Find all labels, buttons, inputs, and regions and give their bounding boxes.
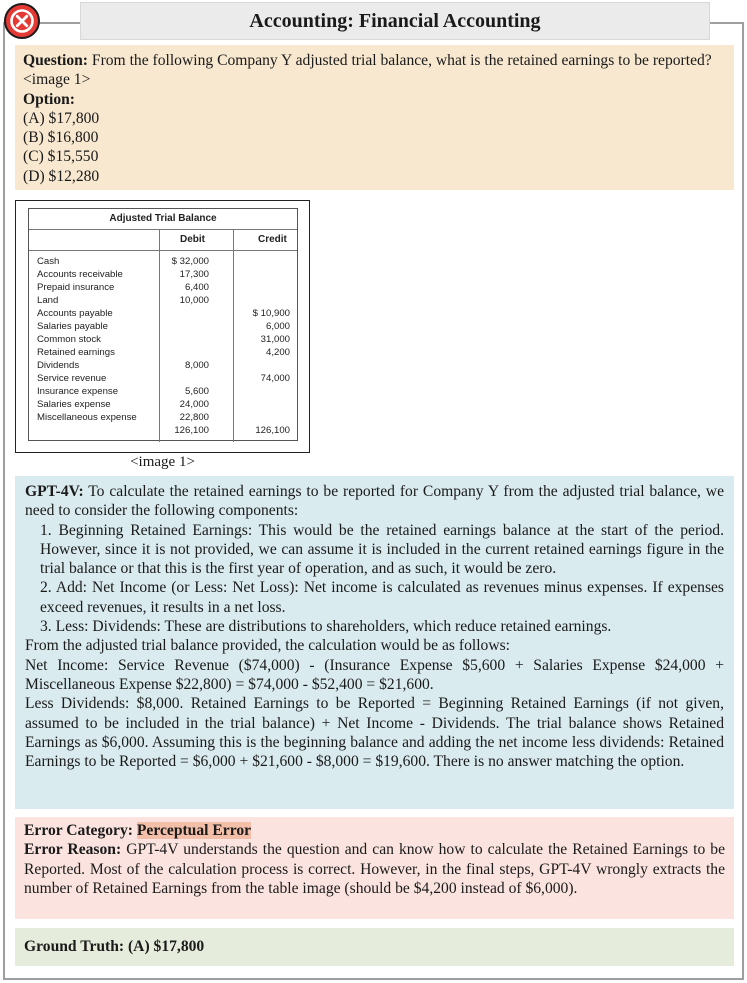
table-body <box>29 255 297 437</box>
option-c: (C) $15,550 <box>23 148 99 166</box>
table-row <box>29 424 297 437</box>
credit-cell: $ 10,900 <box>252 308 290 319</box>
option-b: (B) $16,800 <box>23 129 99 147</box>
gpt-paragraph: Less Dividends: $8,000. Retained Earnings to be Reported = Beginning Retained Earnings (if not given, assumed to be included in the trial balance) + Net Income - Dividends. The trial balance shows Retained Earnings as $6,000. Assuming this is the beginning balance and adding the net income less dividends: Retained Earnings to be Reported = $6,000 + $21,600 - $8,000 = $19,600. There is no answer matching the option. <box>25 695 724 771</box>
question-label: Question: <box>23 52 88 69</box>
option-d: (D) $12,280 <box>23 167 100 185</box>
option-a: (A) $17,800 <box>23 109 100 127</box>
account-cell: Land <box>37 295 59 306</box>
debit-cell: 126,100 <box>174 425 209 436</box>
debit-cell: 8,000 <box>184 360 209 371</box>
credit-cell: 74,000 <box>260 373 290 384</box>
account-cell: Cash <box>37 256 60 267</box>
table-row <box>29 333 297 346</box>
gpt-step-1: 1. Beginning Retained Earnings: This would be the retained earnings balance at the start of the period. However, since it is not provided, we can assume it is included in the current retained earnings figure in the trial balance or that this is the first year of operation, and as such, it would be zero. <box>40 521 724 578</box>
error-panel <box>15 817 734 919</box>
debit-cell: 6,400 <box>184 282 209 293</box>
image-caption: <image 1> <box>130 454 195 470</box>
account-cell: Service revenue <box>37 373 107 384</box>
gpt-step-3: 3. Less: Dividends: These are distributions to shareholders, which reduce retained earnings. <box>40 618 612 636</box>
account-cell: Accounts receivable <box>37 269 123 280</box>
debit-cell: 22,800 <box>179 412 209 423</box>
account-cell: Miscellaneous expense <box>37 412 137 423</box>
question-text: Question: From the following Company Y adjusted trial balance, what is the retained earnings to be reported?<image 1> <box>23 52 712 89</box>
credit-cell: 4,200 <box>265 347 290 358</box>
account-cell: Common stock <box>37 334 101 345</box>
table-row <box>29 398 297 411</box>
page-title: Accounting: Financial Accounting <box>249 9 541 32</box>
table-row <box>29 294 297 307</box>
account-cell: Insurance expense <box>37 386 119 397</box>
error-reason: Error Reason: GPT-4V understands the question and can know how to calculate the Retained Earnings to be Reported. Most of the calculation process is correct. However, in the final steps, GPT-4V wrongly extracts the number of Retained Earnings from the table image (should be $4,200 instead of $6,000). <box>24 841 726 897</box>
gpt-paragraph: From the adjusted trial balance provided, the calculation would be as follows: <box>25 637 511 655</box>
account-cell: Prepaid insurance <box>37 282 115 293</box>
credit-header: Credit <box>258 234 287 245</box>
gpt-paragraph: Net Income: Service Revenue ($74,000) - (Insurance Expense $5,600 + Salaries Expense $24,000 + Miscellaneous Expense $22,800) = $74,000 - $52,400 = $21,600. <box>25 656 724 693</box>
account-cell: Salaries expense <box>37 399 111 410</box>
header-bar <box>80 2 710 40</box>
trial-balance-image <box>15 200 310 453</box>
table-column-headers <box>29 230 297 251</box>
table-row <box>29 320 297 333</box>
error-category: Error Category: Perceptual Error <box>24 822 252 839</box>
ground-truth: Ground Truth: (A) $17,800 <box>24 938 205 955</box>
table-row <box>29 359 297 372</box>
account-cell: Dividends <box>37 360 80 371</box>
gpt-response-panel <box>15 476 734 809</box>
table-row <box>29 268 297 281</box>
debit-cell: 10,000 <box>179 295 209 306</box>
table-row <box>29 385 297 398</box>
ground-truth-panel <box>15 928 734 966</box>
gpt-step-2: 2. Add: Net Income (or Less: Net Loss): Net income is calculated as revenues minus expenses. If expenses exceed revenues, it results in a net loss. <box>40 579 724 616</box>
credit-cell: 6,000 <box>265 321 290 332</box>
table-row <box>29 346 297 359</box>
table-title: Adjusted Trial Balance <box>29 209 297 230</box>
table-row <box>29 372 297 385</box>
error-x-icon <box>3 2 41 40</box>
debit-cell: 17,300 <box>179 269 209 280</box>
debit-cell: $ 32,000 <box>171 256 209 267</box>
debit-cell: 24,000 <box>179 399 209 410</box>
credit-cell: 126,100 <box>255 425 290 436</box>
table-row <box>29 281 297 294</box>
trial-balance-table <box>28 208 298 441</box>
account-cell: Accounts payable <box>37 308 113 319</box>
account-cell: Retained earnings <box>37 347 115 358</box>
gpt-label: GPT-4V: <box>25 483 84 500</box>
table-row <box>29 307 297 320</box>
option-label: Option: <box>23 90 75 108</box>
account-cell: Salaries payable <box>37 321 108 332</box>
error-category-badge: Perceptual Error <box>136 822 252 839</box>
table-row <box>29 411 297 424</box>
debit-header: Debit <box>180 234 205 245</box>
question-panel <box>15 45 734 190</box>
table-row <box>29 255 297 268</box>
gpt-intro: GPT-4V: To calculate the retained earnings to be reported for Company Y from the adjusted trial balance, we need to consider the following components: <box>25 483 724 520</box>
credit-cell: 31,000 <box>260 334 290 345</box>
debit-cell: 5,600 <box>184 386 209 397</box>
